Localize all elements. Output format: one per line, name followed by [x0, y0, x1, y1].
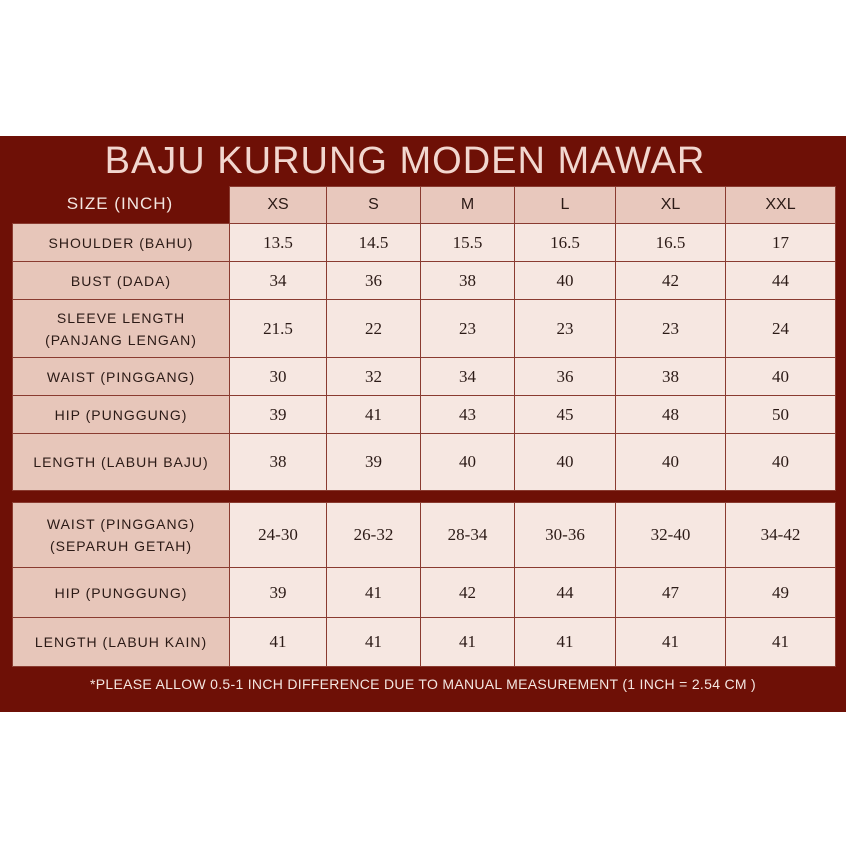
row-label: BUST (DADA): [13, 262, 230, 300]
value-cell: 30-36: [515, 503, 616, 568]
value-cell: 39: [230, 396, 327, 434]
value-cell: 23: [515, 300, 616, 358]
value-cell: 40: [515, 262, 616, 300]
value-cell: 39: [230, 568, 327, 618]
value-cell: 32-40: [616, 503, 726, 568]
value-cell: 24-30: [230, 503, 327, 568]
value-cell: 45: [515, 396, 616, 434]
table-row: [13, 434, 836, 491]
value-cell: 42: [616, 262, 726, 300]
value-cell: 42: [421, 568, 515, 618]
value-cell: 13.5: [230, 224, 327, 262]
row-label: SLEEVE LENGTH (PANJANG LENGAN): [13, 300, 230, 358]
value-cell: 23: [616, 300, 726, 358]
value-cell: 41: [726, 618, 836, 667]
table-row: [13, 618, 836, 667]
value-cell: 36: [515, 358, 616, 396]
value-cell: 39: [327, 434, 421, 491]
value-cell: 22: [327, 300, 421, 358]
value-cell: 49: [726, 568, 836, 618]
value-cell: 41: [230, 618, 327, 667]
table-row: [13, 358, 836, 396]
table-row: [13, 300, 836, 358]
size-xl: XL: [616, 187, 726, 224]
value-cell: 16.5: [616, 224, 726, 262]
value-cell: 40: [421, 434, 515, 491]
value-cell: 41: [421, 618, 515, 667]
size-xs: XS: [230, 187, 327, 224]
row-label: HIP (PUNGGUNG): [13, 568, 230, 618]
table-row: [13, 568, 836, 618]
value-cell: 36: [327, 262, 421, 300]
row-label: LENGTH (LABUH BAJU): [13, 434, 230, 491]
value-cell: 47: [616, 568, 726, 618]
size-column-header: SIZE (INCH): [66, 194, 174, 213]
size-l: L: [515, 187, 616, 224]
table-row: [13, 262, 836, 300]
value-cell: 38: [421, 262, 515, 300]
value-cell: 32: [327, 358, 421, 396]
value-cell: 26-32: [327, 503, 421, 568]
row-label: WAIST (PINGGANG): [13, 358, 230, 396]
table-row: [13, 503, 836, 568]
row-label: HIP (PUNGGUNG): [13, 396, 230, 434]
value-cell: 34-42: [726, 503, 836, 568]
value-cell: 34: [230, 262, 327, 300]
size-xxl: XXL: [726, 187, 836, 224]
value-cell: 34: [421, 358, 515, 396]
value-cell: 41: [327, 568, 421, 618]
row-label: SHOULDER (BAHU): [13, 224, 230, 262]
table-row: [13, 224, 836, 262]
header-spacer: [13, 187, 230, 224]
value-cell: 28-34: [421, 503, 515, 568]
value-cell: 40: [616, 434, 726, 491]
top-size-table: [12, 186, 836, 491]
value-cell: 16.5: [515, 224, 616, 262]
table-row: [13, 396, 836, 434]
value-cell: 41: [327, 618, 421, 667]
value-cell: 41: [515, 618, 616, 667]
value-cell: 40: [726, 434, 836, 491]
size-m: M: [421, 187, 515, 224]
value-cell: 41: [616, 618, 726, 667]
value-cell: 40: [726, 358, 836, 396]
value-cell: 48: [616, 396, 726, 434]
size-s: S: [327, 187, 421, 224]
value-cell: 38: [230, 434, 327, 491]
value-cell: 30: [230, 358, 327, 396]
value-cell: 38: [616, 358, 726, 396]
row-label: LENGTH (LABUH KAIN): [13, 618, 230, 667]
row-label: WAIST (PINGGANG) (SEPARUH GETAH): [13, 503, 230, 568]
size-header-row: [13, 187, 836, 224]
value-cell: 21.5: [230, 300, 327, 358]
value-cell: 44: [515, 568, 616, 618]
value-cell: 40: [515, 434, 616, 491]
value-cell: 17: [726, 224, 836, 262]
value-cell: 41: [327, 396, 421, 434]
value-cell: 50: [726, 396, 836, 434]
value-cell: 24: [726, 300, 836, 358]
value-cell: 43: [421, 396, 515, 434]
value-cell: 14.5: [327, 224, 421, 262]
value-cell: 15.5: [421, 224, 515, 262]
page-title: BAJU KURUNG MODEN MAWAR: [104, 140, 706, 182]
measurement-note: *PLEASE ALLOW 0.5-1 INCH DIFFERENCE DUE TO MANUAL MEASUREMENT (1 INCH = 2.54 CM ): [90, 676, 756, 692]
bottom-size-table: [12, 502, 836, 667]
value-cell: 44: [726, 262, 836, 300]
value-cell: 23: [421, 300, 515, 358]
